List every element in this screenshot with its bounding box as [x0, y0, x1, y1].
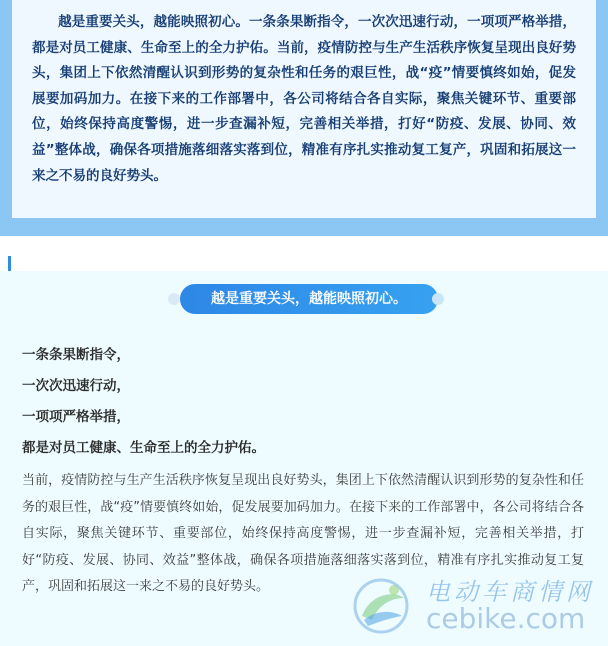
- watermark-cn-text: 电动车商情网: [426, 578, 594, 606]
- top-quote-text: [32, 10, 576, 189]
- bold-statement: 一项项严格举措，: [22, 409, 130, 425]
- frame-left-border: [0, 0, 12, 218]
- bold-statement: 都是对员工健康、生命至上的全力护佑。: [22, 440, 265, 456]
- frame-right-border: [596, 0, 608, 218]
- bold-statement: 一条条果断指令，: [22, 347, 130, 363]
- bold-statement-list: [22, 343, 582, 467]
- pill-left-dot: [168, 293, 180, 305]
- section-title-pill: 越是重要关头，越能映照初心。: [180, 284, 438, 314]
- top-quote-frame: [0, 0, 608, 236]
- bold-statement: 一次次迅速行动，: [22, 378, 130, 394]
- pill-right-dot: [432, 293, 444, 305]
- watermark-en-text: cebike.com: [426, 602, 586, 635]
- body-paragraph: 当前，疫情防控与生产生活秩序恢复呈现出良好势头，集团上下依然清醒认识到形势的复杂性和任务的艰巨性，战“疫”情要慎终如始，促发展要加码加力。在接下来的工作部署中，各公司将结合各自实际，聚焦关键环节、重要部位，始终保持高度警惕，进一步查漏补短，完善相关举措，打好“防疫、发展、协同、效益”整体战，确保各项措施落细落实落到位，精准有序扎实推动复工复产，巩固和拓展这一来之不易的良好势头。: [22, 473, 584, 594]
- top-quote-paragraph: 越是重要关头，越能映照初心。一条条果断指令，一次次迅速行动，一项项严格举措，都是对员工健康、生命至上的全力护佑。当前，疫情防控与生产生活秩序恢复呈现出良好势头，集团上下依然清醒认识到形势的复杂性和任务的艰巨性，战“疫”情要慎终如始，促发展要加码加力。在接下来的工作部署中，各公司将结合各自实际，聚焦关键环节、重要部位，始终保持高度警惕，进一步查漏补短，完善相关举措，打好“防疫、发展、协同、效益”整体战，确保各项措施落细落实落到位，精准有序扎实推动复工复产，巩固和拓展这一来之不易的良好势头。: [32, 14, 576, 184]
- frame-bottom-border: [0, 218, 608, 236]
